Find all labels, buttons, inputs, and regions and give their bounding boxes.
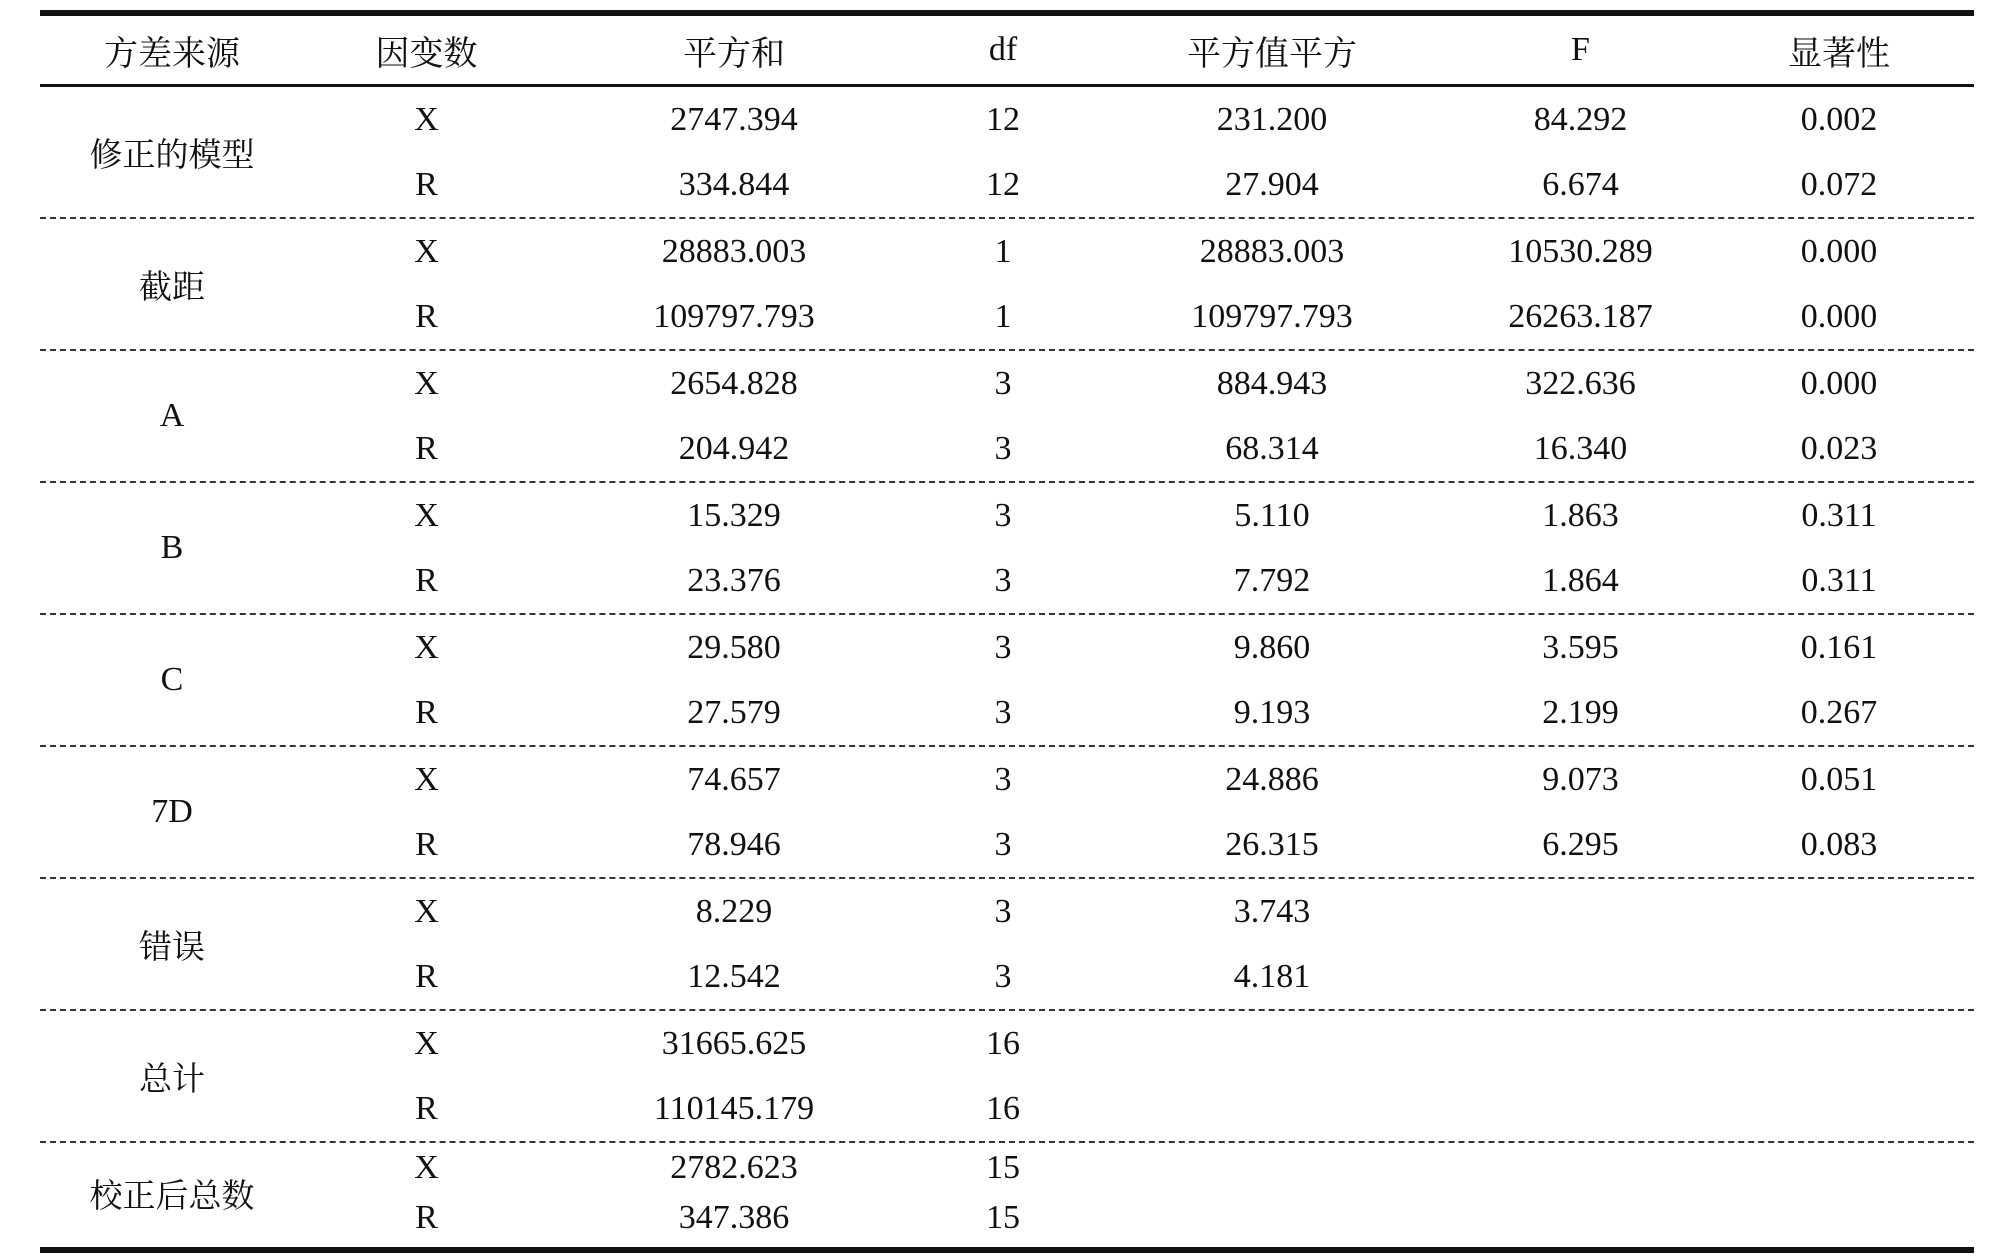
group-rows <box>304 87 1974 217</box>
table-row <box>304 220 1974 284</box>
cell-sum-of-squares: 347.386 <box>678 1199 790 1236</box>
cell-sum-of-squares: 15.329 <box>687 496 781 534</box>
cell-f-value: 322.636 <box>1525 364 1636 402</box>
table-row <box>304 285 1974 349</box>
cell-mean-square: 9.193 <box>1233 693 1311 731</box>
cell-mean-square: 28883.003 <box>1199 232 1345 270</box>
cell-dependent-variable: R <box>415 561 438 599</box>
cell-f-value: 2.199 <box>1542 693 1619 731</box>
cell-df: 15 <box>986 1149 1020 1186</box>
table-group <box>40 483 1974 615</box>
source-label: 总计 <box>139 1058 205 1098</box>
cell-significance: 0.023 <box>1800 429 1878 467</box>
cell-sum-of-squares: 110145.179 <box>653 1089 815 1127</box>
table-group <box>40 615 1974 747</box>
cell-mean-square: 231.200 <box>1216 100 1328 138</box>
cell-df: 3 <box>994 957 1012 995</box>
group-rows <box>304 483 1974 613</box>
cell-dependent-variable: X <box>414 100 439 138</box>
cell-dependent-variable: X <box>414 892 439 930</box>
cell-df: 3 <box>994 825 1012 863</box>
cell-significance: 0.083 <box>1800 825 1878 863</box>
cell-mean-square: 5.110 <box>1234 496 1310 534</box>
cell-sum-of-squares: 12.542 <box>687 957 781 995</box>
table-row <box>304 153 1974 217</box>
source-label: 错误 <box>139 926 205 966</box>
cell-df: 3 <box>994 561 1012 599</box>
cell-sum-of-squares: 78.946 <box>687 825 781 863</box>
cell-f-value: 9.073 <box>1542 760 1619 798</box>
table-row <box>304 352 1974 416</box>
cell-sum-of-squares: 2654.828 <box>670 364 798 402</box>
cell-significance: 0.161 <box>1800 628 1878 666</box>
table-row <box>304 1012 1974 1076</box>
group-rows <box>304 615 1974 745</box>
cell-df: 1 <box>994 232 1012 270</box>
table-row <box>304 417 1974 481</box>
header-df: df <box>988 31 1018 68</box>
cell-dependent-variable: X <box>414 1024 439 1062</box>
cell-df: 3 <box>994 693 1012 731</box>
cell-dependent-variable: R <box>415 165 438 203</box>
cell-f-value: 10530.289 <box>1508 232 1653 270</box>
cell-sum-of-squares: 29.580 <box>687 628 781 666</box>
cell-significance: 0.000 <box>1800 297 1878 335</box>
cell-f-value: 1.864 <box>1542 561 1619 599</box>
table-group <box>40 351 1974 483</box>
cell-mean-square: 9.860 <box>1233 628 1311 666</box>
cell-sum-of-squares: 334.844 <box>678 165 790 203</box>
source-label: 7D <box>151 793 193 830</box>
cell-sum-of-squares: 74.657 <box>687 760 781 798</box>
source-label: B <box>160 529 184 566</box>
cell-dependent-variable: R <box>415 429 438 467</box>
table-row <box>304 1197 1974 1239</box>
cell-significance: 0.002 <box>1800 100 1878 138</box>
cell-dependent-variable: R <box>415 957 438 995</box>
group-rows <box>304 879 1974 1009</box>
cell-dependent-variable: R <box>415 297 438 335</box>
cell-mean-square: 26.315 <box>1225 825 1319 863</box>
cell-df: 12 <box>986 165 1020 203</box>
header-source: 方差来源 <box>104 33 240 74</box>
cell-significance: 0.311 <box>1801 561 1877 599</box>
cell-dependent-variable: X <box>414 496 439 534</box>
header-sum-of-squares: 平方和 <box>683 33 785 74</box>
cell-mean-square: 4.181 <box>1233 957 1311 995</box>
table-group <box>40 87 1974 219</box>
table-row <box>304 549 1974 613</box>
cell-dependent-variable: R <box>415 1199 438 1236</box>
cell-mean-square: 7.792 <box>1233 561 1311 599</box>
group-rows <box>304 1011 1974 1141</box>
header-f: F <box>1571 31 1590 68</box>
table-row <box>304 813 1974 877</box>
cell-f-value: 6.295 <box>1542 825 1619 863</box>
cell-dependent-variable: X <box>414 1149 439 1186</box>
cell-df: 3 <box>994 364 1012 402</box>
cell-dependent-variable: R <box>415 1089 438 1127</box>
cell-f-value: 84.292 <box>1533 100 1628 138</box>
table-row <box>304 681 1974 745</box>
cell-dependent-variable: X <box>414 760 439 798</box>
cell-significance: 0.311 <box>1801 496 1877 534</box>
source-label: 修正的模型 <box>89 134 255 174</box>
cell-f-value: 16.340 <box>1533 429 1628 467</box>
table-group <box>40 1011 1974 1143</box>
header-dependent-variable: 因变数 <box>375 33 478 74</box>
table-row <box>304 880 1974 944</box>
cell-sum-of-squares: 8.229 <box>695 892 773 930</box>
table-row <box>304 1077 1974 1141</box>
cell-significance: 0.000 <box>1800 364 1878 402</box>
cell-df: 16 <box>986 1024 1020 1062</box>
cell-sum-of-squares: 2747.394 <box>670 100 798 138</box>
group-rows <box>304 1143 1974 1243</box>
cell-df: 3 <box>994 429 1012 467</box>
table-group <box>40 219 1974 351</box>
table-row <box>304 748 1974 812</box>
cell-significance: 0.072 <box>1800 165 1878 203</box>
table-body <box>40 87 1974 1243</box>
cell-df: 1 <box>994 297 1012 335</box>
cell-dependent-variable: X <box>414 364 439 402</box>
cell-significance: 0.000 <box>1800 232 1878 270</box>
cell-df: 16 <box>986 1089 1020 1127</box>
anova-table <box>40 10 1974 1253</box>
table-row <box>304 616 1974 680</box>
cell-sum-of-squares: 23.376 <box>687 561 781 599</box>
cell-dependent-variable: X <box>414 232 439 270</box>
source-label: A <box>159 397 185 434</box>
group-rows <box>304 219 1974 349</box>
table-row <box>304 1147 1974 1189</box>
table-group <box>40 879 1974 1011</box>
cell-f-value: 1.863 <box>1542 496 1619 534</box>
cell-sum-of-squares: 31665.625 <box>661 1024 807 1062</box>
table-header-row <box>40 16 1974 87</box>
cell-dependent-variable: X <box>414 628 439 666</box>
table-group <box>40 1143 1974 1243</box>
cell-df: 3 <box>994 496 1012 534</box>
header-significance: 显著性 <box>1788 33 1890 74</box>
cell-sum-of-squares: 28883.003 <box>661 232 807 270</box>
cell-mean-square: 3.743 <box>1233 892 1311 930</box>
cell-significance: 0.051 <box>1800 760 1878 798</box>
cell-f-value: 26263.187 <box>1508 297 1653 335</box>
cell-df: 12 <box>986 100 1020 138</box>
cell-sum-of-squares: 109797.793 <box>653 297 815 335</box>
cell-sum-of-squares: 204.942 <box>678 429 790 467</box>
cell-mean-square: 884.943 <box>1216 364 1328 402</box>
cell-f-value: 6.674 <box>1542 165 1619 203</box>
table-group <box>40 747 1974 879</box>
cell-df: 3 <box>994 892 1012 930</box>
source-label: 校正后总数 <box>89 1175 255 1215</box>
cell-sum-of-squares: 27.579 <box>687 693 781 731</box>
cell-mean-square: 24.886 <box>1225 760 1319 798</box>
cell-mean-square: 68.314 <box>1225 429 1319 467</box>
group-rows <box>304 747 1974 877</box>
cell-significance: 0.267 <box>1800 693 1878 731</box>
cell-f-value: 3.595 <box>1542 628 1619 666</box>
cell-mean-square: 27.904 <box>1225 165 1319 203</box>
cell-df: 15 <box>986 1199 1020 1236</box>
cell-mean-square: 109797.793 <box>1191 297 1353 335</box>
header-mean-square: 平方值平方 <box>1187 33 1357 74</box>
cell-df: 3 <box>994 628 1012 666</box>
group-rows <box>304 351 1974 481</box>
table-row <box>304 88 1974 152</box>
table-row <box>304 484 1974 548</box>
cell-dependent-variable: R <box>415 825 438 863</box>
source-label: C <box>160 661 184 698</box>
source-label: 截距 <box>139 266 205 306</box>
cell-df: 3 <box>994 760 1012 798</box>
table-row <box>304 945 1974 1009</box>
cell-dependent-variable: R <box>415 693 438 731</box>
cell-sum-of-squares: 2782.623 <box>670 1149 798 1186</box>
table-bottom-rule <box>40 1247 1974 1253</box>
